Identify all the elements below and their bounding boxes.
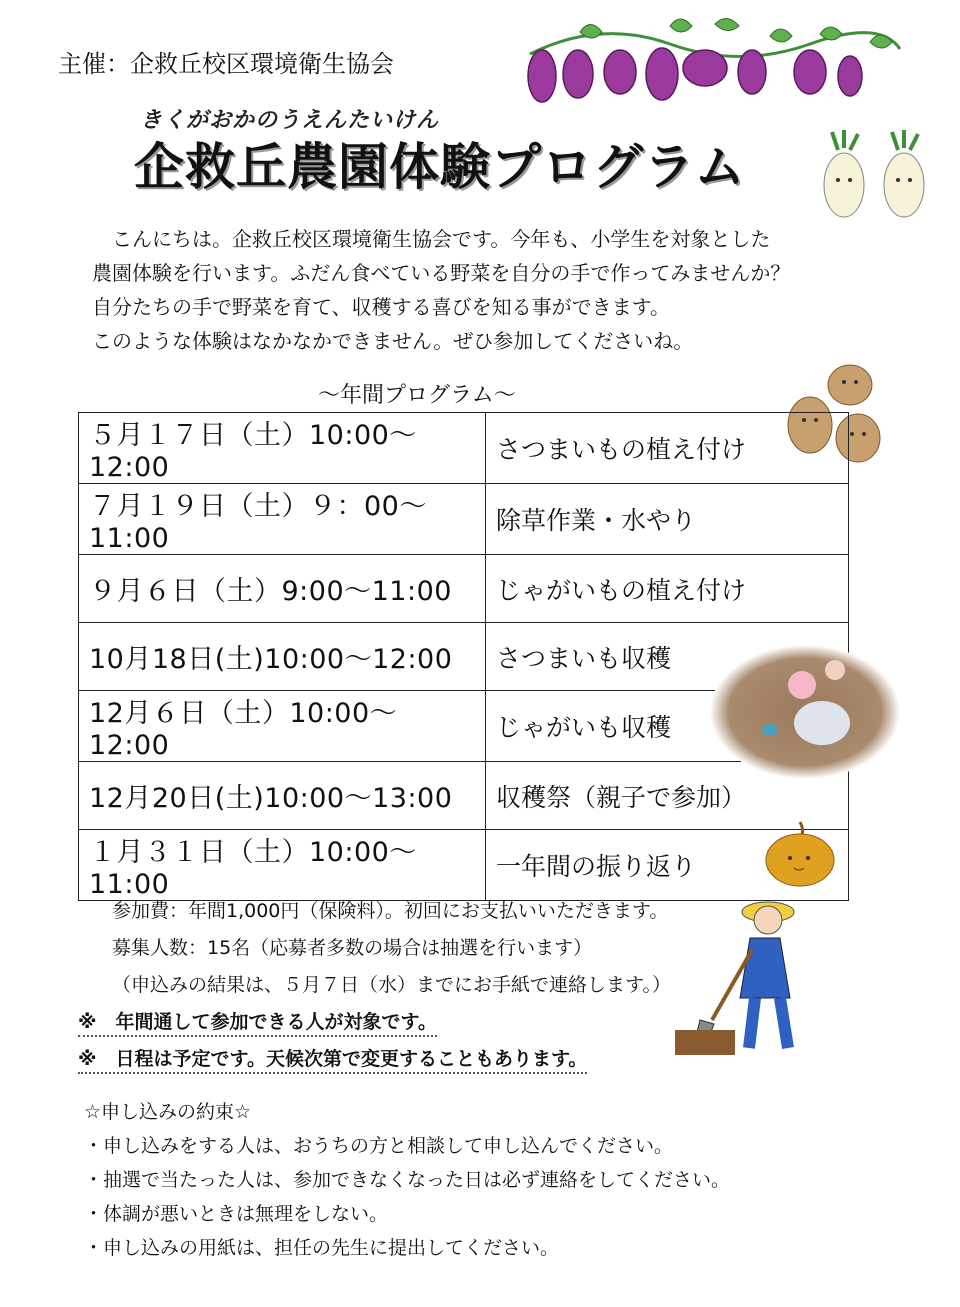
radish-icon	[818, 130, 938, 230]
schedule-activity: じゃがいも収穫	[486, 691, 849, 762]
rule-item: ・抽選で当たった人は、参加できなくなった日は必ず連絡をしてください。	[84, 1169, 731, 1191]
intro-line: 農園体験を行います。ふだん食べている野菜を自分の手で作ってみませんか？	[92, 261, 791, 285]
schedule-activity: 一年間の振り返り	[486, 830, 849, 901]
intro-line: 自分たちの手で野菜を育て、収穫する喜びを知る事ができます。	[92, 295, 670, 319]
onion-character-icon	[760, 818, 840, 888]
schedule-date: 10月18日(土)10:00～12:00	[79, 623, 486, 691]
page-title: 企救丘農園体験プログラム	[134, 138, 746, 196]
schedule-date: １月３１日（土）10:00～11:00	[79, 830, 486, 901]
table-row	[79, 555, 849, 623]
schedule-activity: さつまいもの植え付け	[486, 413, 849, 484]
capacity-text: 募集人数：15名（応募者多数の場合は抽選を行います）	[112, 937, 593, 959]
schedule-activity: さつまいも収穫	[486, 623, 849, 691]
schedule-activity: 除草作業・水やり	[486, 484, 849, 555]
fee-text: 参加費：年間1,000円（保険料）。初回にお支払いいただきます。	[112, 900, 669, 922]
note-target: ※ 年間通して参加できる人が対象です。	[78, 1009, 437, 1037]
schedule-date: 12月20日(土)10:00～13:00	[79, 762, 486, 830]
result-text: （申込みの結果は、５月７日（水）までにお手紙で連絡します。）	[112, 974, 671, 996]
sweet-potato-vine-icon	[520, 14, 910, 114]
intro-line: このような体験はなかなかできません。ぜひ参加してくださいね。	[92, 329, 694, 353]
title-reading: きくがおかのうえんたいけん	[140, 108, 440, 133]
schedule-activity: じゃがいもの植え付け	[486, 555, 849, 623]
organizer-text: 主催：企救丘校区環境衛生協会	[58, 50, 394, 78]
farmer-digging-icon	[670, 890, 840, 1065]
schedule-activity: 収穫祭（親子で参加）	[486, 762, 849, 830]
schedule-date: 12月６日（土）10:00～12:00	[79, 691, 486, 762]
harvest-photo-icon	[710, 645, 900, 780]
schedule-date: ７月１９日（土）９：00～11:00	[79, 484, 486, 555]
rule-item: ・申し込みをする人は、おうちの方と相談して申し込んでください。	[84, 1135, 674, 1157]
table-row	[79, 484, 849, 555]
note-schedule: ※ 日程は予定です。天候次第で変更することもあります。	[78, 1046, 587, 1074]
schedule-date: ９月６日（土）9:00～11:00	[79, 555, 486, 623]
rule-item: ・申し込みの用紙は、担任の先生に提出してください。	[84, 1237, 560, 1259]
intro-line: こんにちは。企救丘校区環境衛生協会です。今年も、小学生を対象とした	[112, 227, 771, 251]
table-row	[79, 413, 849, 484]
schedule-date: ５月１７日（土）10:00～12:00	[79, 413, 486, 484]
rules-heading: ☆申し込みの約束☆	[84, 1101, 252, 1123]
intro-paragraph	[92, 222, 832, 358]
rule-item: ・体調が悪いときは無理をしない。	[84, 1203, 389, 1225]
program-heading: ～年間プログラム～	[318, 383, 516, 408]
application-rules	[84, 1095, 730, 1265]
